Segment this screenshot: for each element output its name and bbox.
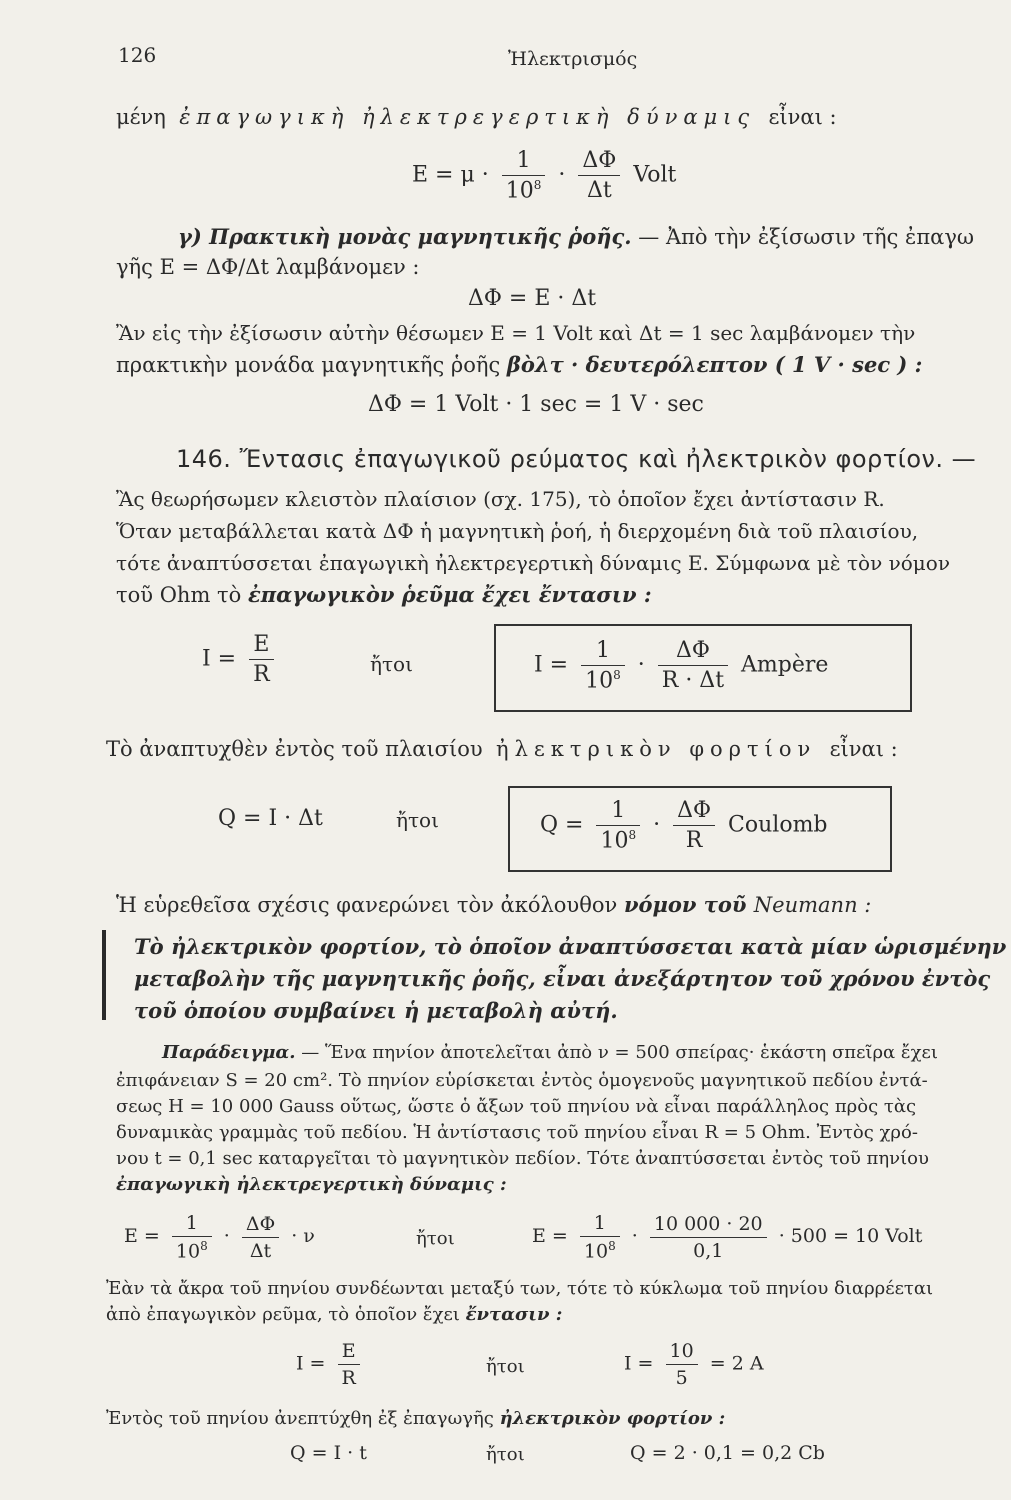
example-line: νου t = 0,1 sec καταργεῖται τὸ μαγνητικὸν πεδίον. Τότε ἀναπτύσσεται ἐντὸς τοῦ πηνίου [116,1148,929,1169]
text-line: Ἐντὸς τοῦ πηνίου ἀνεπτύχθη ἐξ ἐπαγωγῆς ἠλεκτρικὸν φορτίον : [106,1408,726,1429]
text-line: Ἂς θεωρήσωμεν κλειστὸν πλαίσιον (σχ. 175), τὸ ὁποῖον ἔχει ἀντίστασιν R. [116,487,885,511]
law-line: μεταβολὴν τῆς μαγνητικῆς ῥοῆς, εἶναι ἀνεξάρτητον τοῦ χρόνου ἐντὸς [134,966,991,991]
equation-example-current: I = $\frac{E}{R}$ [296,1340,366,1389]
text-line: γῆς E = ΔΦ/Δt λαμβάνομεν : [116,255,420,279]
text-line: Ὅταν μεταβάλλεται κατὰ ΔΦ ἡ μαγνητικὴ ῥοή, ἡ διερχομένη διὰ τοῦ πλαισίου, [116,519,919,543]
equation-charge: Q = I · Δt [218,806,323,831]
equation-current: I = $\frac{E}{R}$ [202,632,280,687]
equation-flux: ΔΦ = E · Δt [468,286,597,311]
text-line: μένη ἐπαγωγικὴ ἠλεκτρεγερτικὴ δύναμις εἶναι : [116,105,837,129]
equation-example-emf: E = $\frac{1}{10^8}$ · $\frac{\Delta\Phi}{\Delta t}$ · ν [124,1212,315,1263]
itoi-word: ἤτοι [486,1444,525,1465]
equation-weber: ΔΦ = 1 Volt · 1 sec = 1 V · sec [368,392,704,417]
example-line: ἐπαγωγικὴ ἠλεκτρεγερτικὴ δύναμις : [116,1174,507,1195]
example-line: σεως H = 10 000 Gauss οὕτως, ὥστε ὁ ἄξων τοῦ πηνίου νὰ εἶναι παράλληλος πρὸς τὰς [116,1096,917,1117]
boxed-formula: I = $\frac{1}{10^8}$ · $\frac{\Delta\Phi}{R \cdot \Delta t}$ Ampère [534,638,829,694]
itoi-word: ἤτοι [370,652,413,676]
itoi-word: ἤτοι [416,1228,455,1249]
example-line: δυναμικὰς γραμμὰς τοῦ πεδίου. Ἡ ἀντίστασις τοῦ πηνίου εἶναι R = 5 Ohm. Ἐντὸς χρό- [116,1122,918,1143]
text-line: γ) Πρακτικὴ μονὰς μαγνητικῆς ῥοῆς. — Ἀπὸ τὴν ἐξίσωσιν τῆς ἐπαγω [178,224,974,249]
running-title: Ἠλεκτρισμός [508,48,638,70]
boxed-formula: Q = $\frac{1}{10^8}$ · $\frac{\Delta\Phi}{R}$ Coulomb [540,798,828,854]
itoi-word: ἤτοι [486,1356,525,1377]
page-number: 126 [118,43,157,67]
text-line: ἀπὸ ἐπαγωγικὸν ρεῦμα, τὸ ὁποῖον ἔχει ἔντασιν : [106,1304,563,1325]
text-line: τότε ἀναπτύσσεται ἐπαγωγικὴ ἠλεκτρεγερτικὴ δύναμις E. Σύμφωνα μὲ τὸν νόμον [116,551,950,575]
section-heading: 146. Ἔντασις ἐπαγωγικοῦ ρεύματος καὶ ἠλεκτρικὸν φορτίον. — [176,445,977,473]
equation-example-charge-value: Q = 2 · 0,1 = 0,2 Cb [630,1442,825,1464]
example-line: ἐπιφάνειαν S = 20 cm². Τὸ πηνίον εὑρίσκεται ἐντὸς ὁμογενοῦς μαγνητικοῦ πεδίου ἐντά- [116,1070,928,1091]
equation-example-emf-value: E = $\frac{1}{10^8}$ · $\frac{10 000 \cdot 20}{0,1}$ · 500 = 10 Volt [532,1212,923,1263]
text-line: τοῦ Ohm τὸ ἐπαγωγικὸν ῥεῦμα ἔχει ἔντασιν : [116,582,652,607]
itoi-word: ἤτοι [396,808,439,832]
law-margin-rule [102,930,106,1020]
law-line: τοῦ ὁποίου συμβαίνει ἡ μεταβολὴ αὐτή. [134,998,618,1023]
text-line: Ἂν εἰς τὴν ἐξίσωσιν αὐτὴν θέσωμεν E = 1 Volt καὶ Δt = 1 sec λαμβάνομεν τὴν [116,321,916,345]
example-line: Παράδειγμα. — Ἕνα πηνίον ἀποτελεῖται ἀπὸ ν = 500 σπείρας· ἑκάστη σπεῖρα ἔχει [162,1042,938,1063]
equation-emf: E = μ · $\frac{1}{10^8}$ · $\frac{\Delta\Phi}{\Delta t}$ Volt [412,148,677,204]
text-line: Ἐὰν τὰ ἄκρα τοῦ πηνίου συνδέωνται μεταξύ των, τότε τὸ κύκλωμα τοῦ πηνίου διαρρέεται [106,1278,934,1299]
law-line: Τὸ ἠλεκτρικὸν φορτίον, τὸ ὁποῖον ἀναπτύσσεται κατὰ μίαν ὡρισμένην [134,934,1007,959]
equation-example-current-value: I = $\frac{10}{5}$ = 2 A [624,1340,764,1389]
text-line: Ἡ εὑρεθεῖσα σχέσις φανερώνει τὸν ἀκόλουθον νόμον τοῦ Neumann : [116,892,872,917]
equation-example-charge: Q = I · t [290,1442,367,1464]
text-line: πρακτικὴν μονάδα μαγνητικῆς ῥοῆς βὸλτ · δευτερόλεπτον ( 1 V · sec ) : [116,352,923,377]
text-line: Τὸ ἀναπτυχθὲν ἐντὸς τοῦ πλαισίου ἠλεκτρικὸν φορτίον εἶναι : [106,737,898,761]
